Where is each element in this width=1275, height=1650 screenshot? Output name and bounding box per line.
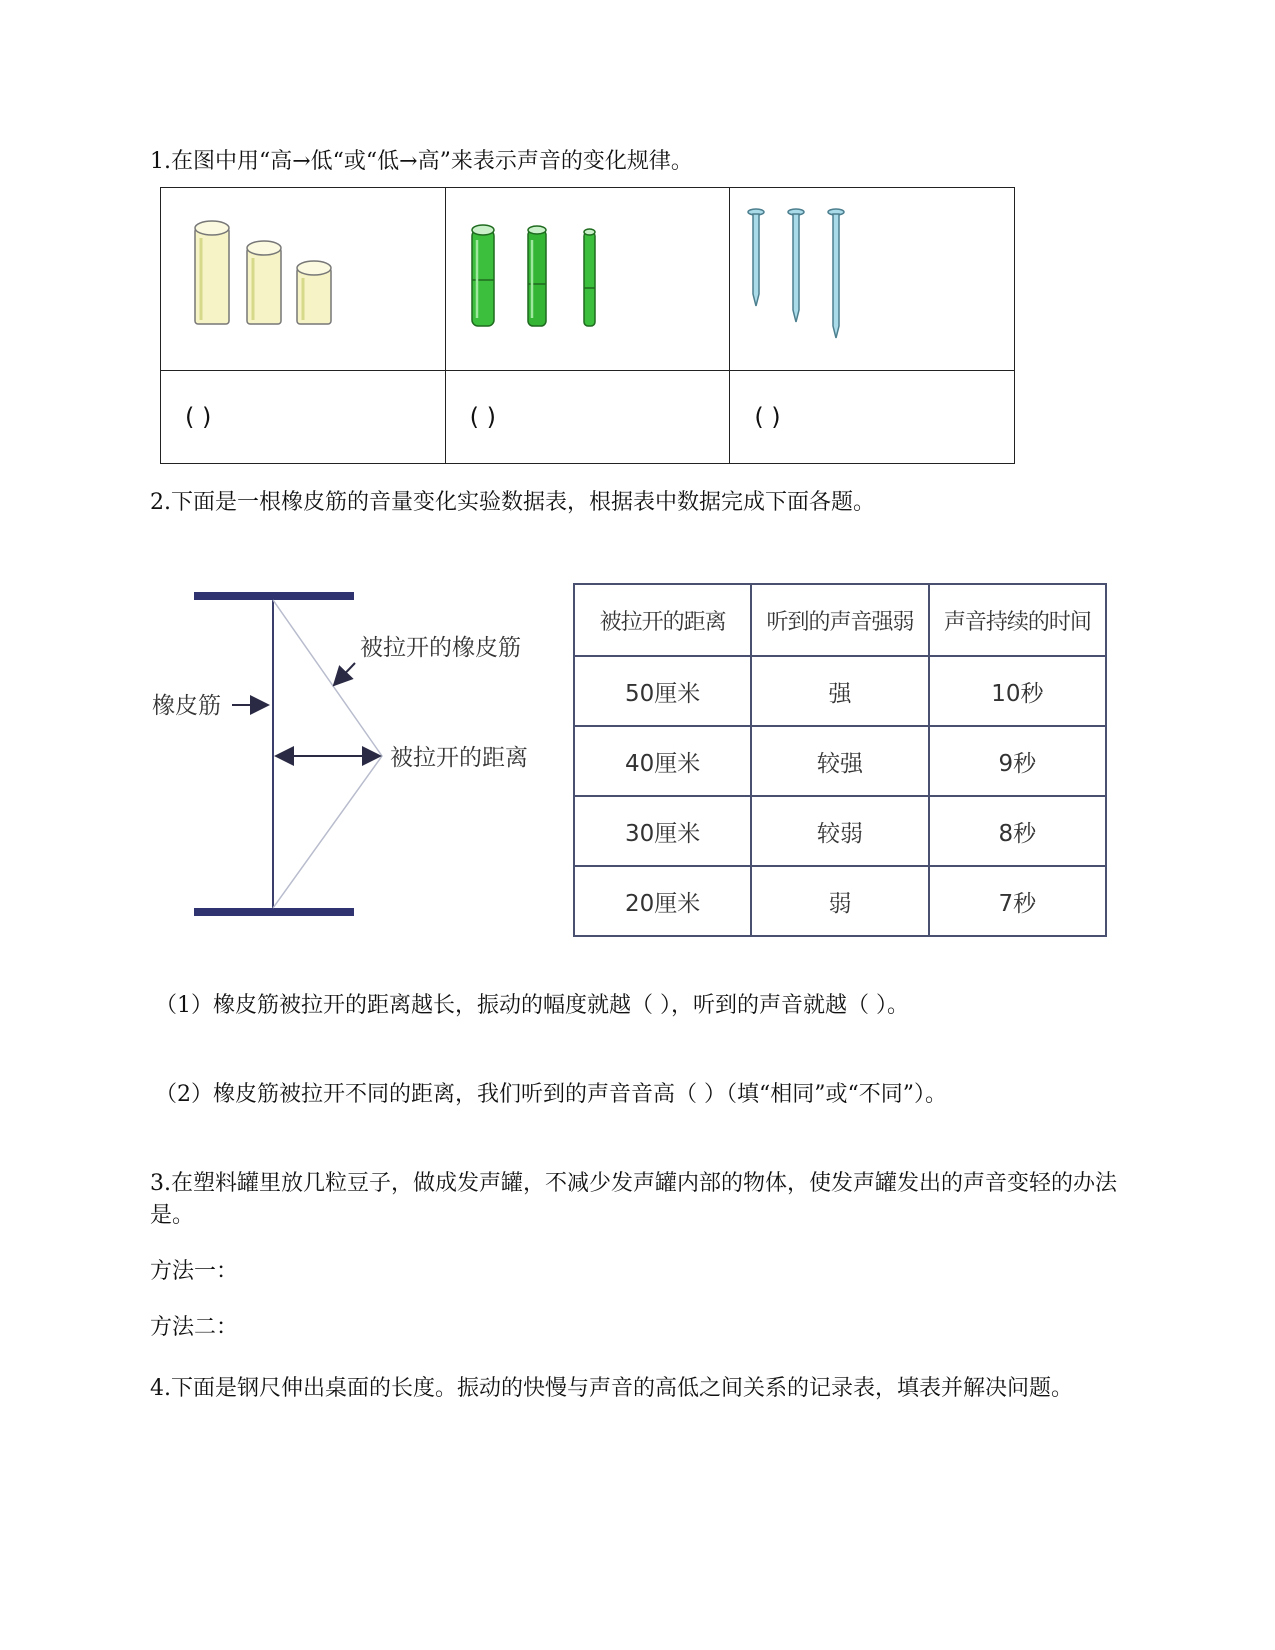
question-2-text: 2.下面是一根橡皮筋的音量变化实验数据表，根据表中数据完成下面各题。	[150, 490, 875, 515]
method-1-label: 方法一：	[150, 1259, 239, 1284]
cell-duration: 8秒	[929, 796, 1106, 866]
cell-duration: 9秒	[929, 726, 1106, 796]
cell-loudness: 较弱	[751, 796, 928, 866]
q1-cell-cylinders	[161, 188, 446, 371]
cell-duration: 7秒	[929, 866, 1106, 936]
method-2-label: 方法二：	[150, 1315, 239, 1340]
question-2-sub-2: （2）橡皮筋被拉开不同的距离，我们听到的声音音高（ ）（填“相同”或“不同”）。	[155, 1082, 947, 1107]
table-row	[574, 796, 1106, 866]
answer-blank[interactable]: ( )	[469, 403, 497, 431]
top-bar	[194, 592, 354, 600]
bamboo-illustration	[446, 188, 726, 366]
header-loudness: 听到的声音强弱	[751, 584, 928, 656]
q1-answer-bamboo[interactable]	[445, 371, 730, 464]
cell-distance: 30厘米	[574, 796, 751, 866]
answer-blank[interactable]: ( )	[754, 403, 781, 431]
cell-distance: 50厘米	[574, 656, 751, 726]
table-row	[574, 726, 1106, 796]
q1-cell-nails	[730, 188, 1015, 371]
table-row	[574, 866, 1106, 936]
question-1-text: 1.在图中用“高→低“或“低→高”来表示声音的变化规律。	[150, 149, 693, 174]
cell-distance: 40厘米	[574, 726, 751, 796]
q1-answer-nails[interactable]	[730, 371, 1015, 464]
q1-table	[160, 187, 1015, 464]
question-3-text: 3.在塑料罐里放几粒豆子，做成发声罐，不减少发声罐内部的物体，使发声罐发出的声音变轻的办法是。	[150, 1171, 1117, 1228]
header-distance: 被拉开的距离	[574, 584, 751, 656]
question-2-sub-1: （1）橡皮筋被拉开的距离越长，振动的幅度就越（ ），听到的声音就越（ ）。	[155, 993, 909, 1018]
cell-loudness: 较强	[751, 726, 928, 796]
answer-blank[interactable]: ( )	[185, 403, 212, 431]
cylinders-illustration	[161, 188, 441, 366]
question-4-text: 4.下面是钢尺伸出桌面的长度。振动的快慢与声音的高低之间关系的记录表，填表并解决问题。	[150, 1376, 1073, 1401]
q1-cell-bamboo	[445, 188, 730, 371]
q1-answer-cylinders[interactable]	[161, 371, 446, 464]
bottom-bar	[194, 908, 354, 916]
q2-data-table	[573, 583, 1107, 937]
cell-distance: 20厘米	[574, 866, 751, 936]
cell-loudness: 弱	[751, 866, 928, 936]
header-duration: 声音持续的时间	[929, 584, 1106, 656]
label-stretched-band: 被拉开的橡皮筋	[360, 635, 521, 661]
cell-loudness: 强	[751, 656, 928, 726]
rubber-band-diagram	[150, 575, 560, 935]
nails-illustration	[730, 188, 1010, 366]
label-distance: 被拉开的距离	[390, 745, 528, 771]
label-rubber-band: 橡皮筋	[152, 693, 221, 719]
cell-duration: 10秒	[929, 656, 1106, 726]
table-row	[574, 656, 1106, 726]
